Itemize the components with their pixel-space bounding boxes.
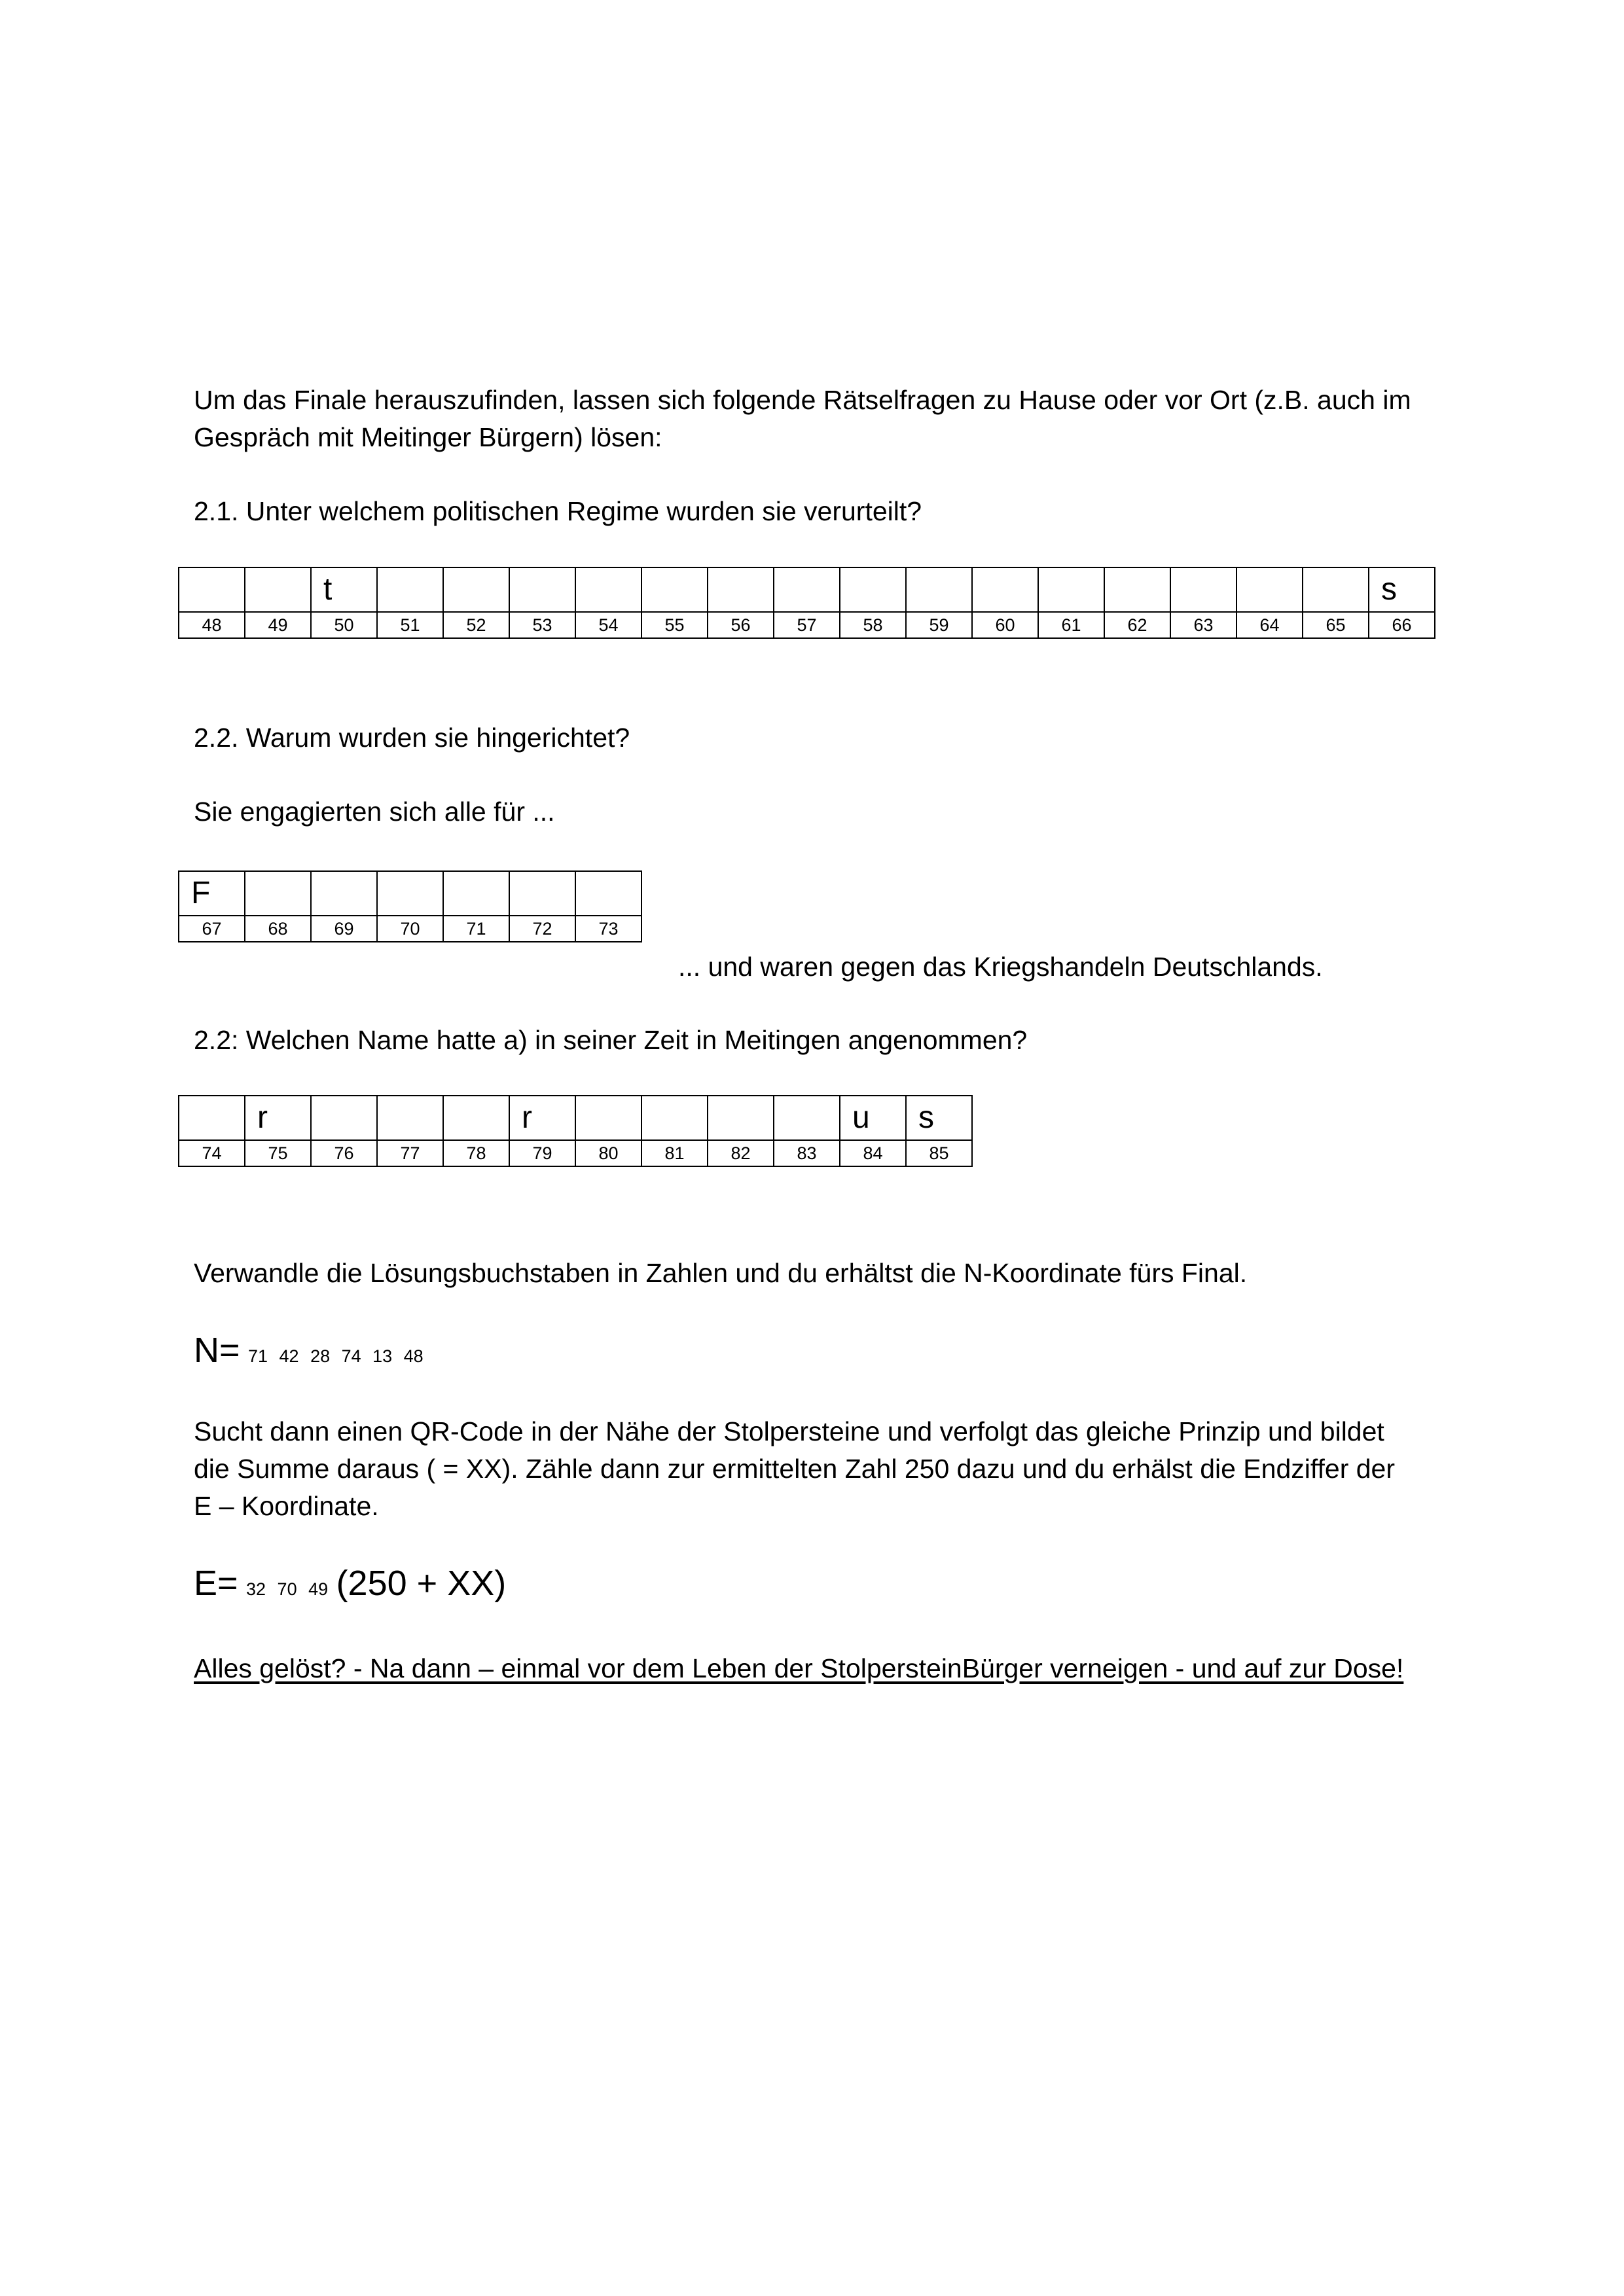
north-coordinate — [194, 1330, 429, 1371]
convert-instruction: Verwandle die Lösungsbuchstaben in Zahlen und du erhältst die N-Koordinate fürs Final. — [194, 1258, 1248, 1288]
letter-cell — [575, 871, 641, 916]
letter-row — [179, 871, 641, 916]
letter-cell — [1038, 567, 1104, 612]
question-2-2-followup: ... und waren gegen das Kriegshandeln Deutschlands. — [678, 952, 1323, 982]
letter-cell — [377, 567, 443, 612]
number-row — [179, 916, 641, 942]
letter-cell — [1236, 567, 1303, 612]
number-cell: 81 — [641, 1140, 708, 1166]
number-cell: 72 — [509, 916, 575, 942]
answer-grid-name — [178, 1095, 973, 1167]
number-cell: 57 — [774, 612, 840, 638]
number-row — [179, 612, 1435, 638]
number-cell: 48 — [179, 612, 245, 638]
number-cell: 52 — [443, 612, 509, 638]
number-cell: 75 — [245, 1140, 311, 1166]
letter-cell — [443, 1096, 509, 1140]
intro-line-1: Um das Finale herauszufinden, lassen sich folgende Rätselfragen zu Hause oder vor Ort (z.B. auch im — [194, 385, 1411, 415]
number-row — [179, 1140, 972, 1166]
number-cell: 49 — [245, 612, 311, 638]
letter-cell — [245, 871, 311, 916]
east-digits: 32 70 49 — [246, 1579, 329, 1599]
number-cell: 69 — [311, 916, 377, 942]
letter-cell — [774, 567, 840, 612]
number-cell: 63 — [1170, 612, 1236, 638]
letter-cell — [509, 567, 575, 612]
number-cell: 79 — [509, 1140, 575, 1166]
number-cell: 55 — [641, 612, 708, 638]
letter-cell — [641, 1096, 708, 1140]
letter-row — [179, 1096, 972, 1140]
question-2-1: 2.1. Unter welchem politischen Regime wurden sie verurteilt? — [194, 496, 922, 526]
letter-cell — [509, 871, 575, 916]
number-cell: 76 — [311, 1140, 377, 1166]
letter-cell — [179, 1096, 245, 1140]
question-2-2-lead: Sie engagierten sich alle für ... — [194, 797, 555, 827]
qr-instruction-line-1: Sucht dann einen QR-Code in der Nähe der Stolpersteine und verfolgt das gleiche Prinzip und bildet — [194, 1416, 1384, 1446]
letter-cell — [311, 1096, 377, 1140]
letter-cell — [708, 1096, 774, 1140]
east-formula: (250 + XX) — [336, 1564, 507, 1603]
letter-cell — [774, 1096, 840, 1140]
number-cell: 70 — [377, 916, 443, 942]
number-cell: 66 — [1369, 612, 1435, 638]
number-cell: 78 — [443, 1140, 509, 1166]
number-cell: 50 — [311, 612, 377, 638]
number-cell: 82 — [708, 1140, 774, 1166]
qr-instruction-line-2: die Summe daraus ( = XX). Zähle dann zur ermittelten Zahl 250 dazu und du erhälst die Endziffer der — [194, 1454, 1396, 1484]
letter-cell — [311, 871, 377, 916]
number-cell: 59 — [906, 612, 972, 638]
number-cell: 51 — [377, 612, 443, 638]
east-coordinate — [194, 1563, 506, 1604]
number-cell: 53 — [509, 612, 575, 638]
number-cell: 68 — [245, 916, 311, 942]
letter-cell — [377, 871, 443, 916]
number-cell: 67 — [179, 916, 245, 942]
number-cell: 54 — [575, 612, 641, 638]
letter-cell: s — [1369, 567, 1435, 612]
number-cell: 85 — [906, 1140, 972, 1166]
east-label: E= — [194, 1564, 238, 1603]
number-cell: 60 — [972, 612, 1038, 638]
number-cell: 77 — [377, 1140, 443, 1166]
letter-cell — [840, 567, 906, 612]
letter-cell — [179, 567, 245, 612]
letter-cell — [377, 1096, 443, 1140]
letter-row — [179, 567, 1435, 612]
letter-cell — [641, 567, 708, 612]
letter-cell — [1104, 567, 1170, 612]
north-digits: 71 42 28 74 13 48 — [248, 1346, 424, 1366]
letter-cell — [1170, 567, 1236, 612]
number-cell: 80 — [575, 1140, 641, 1166]
qr-instruction-line-3: E – Koordinate. — [194, 1491, 379, 1521]
letter-cell — [245, 567, 311, 612]
number-cell: 61 — [1038, 612, 1104, 638]
number-cell: 64 — [1236, 612, 1303, 638]
letter-cell: s — [906, 1096, 972, 1140]
number-cell: 65 — [1303, 612, 1369, 638]
letter-cell: F — [179, 871, 245, 916]
north-label: N= — [194, 1331, 240, 1370]
number-cell: 73 — [575, 916, 641, 942]
number-cell: 62 — [1104, 612, 1170, 638]
letter-cell — [1303, 567, 1369, 612]
letter-cell — [972, 567, 1038, 612]
letter-cell: r — [509, 1096, 575, 1140]
question-2-3: 2.2: Welchen Name hatte a) in seiner Zeit in Meitingen angenommen? — [194, 1025, 1028, 1055]
letter-cell — [443, 871, 509, 916]
letter-cell: t — [311, 567, 377, 612]
letter-cell — [575, 567, 641, 612]
number-cell: 74 — [179, 1140, 245, 1166]
answer-grid-reason — [178, 870, 642, 942]
number-cell: 71 — [443, 916, 509, 942]
letter-cell — [443, 567, 509, 612]
letter-cell — [575, 1096, 641, 1140]
letter-cell — [708, 567, 774, 612]
letter-cell — [906, 567, 972, 612]
number-cell: 84 — [840, 1140, 906, 1166]
answer-grid-regime — [178, 567, 1435, 639]
number-cell: 56 — [708, 612, 774, 638]
closing-line: Alles gelöst? - Na dann – einmal vor dem Leben der StolpersteinBürger verneigen - und auf zur Dose! — [194, 1653, 1404, 1683]
letter-cell: u — [840, 1096, 906, 1140]
number-cell: 83 — [774, 1140, 840, 1166]
number-cell: 58 — [840, 612, 906, 638]
letter-cell: r — [245, 1096, 311, 1140]
intro-line-2: Gespräch mit Meitinger Bürgern) lösen: — [194, 422, 662, 452]
question-2-2: 2.2. Warum wurden sie hingerichtet? — [194, 723, 630, 753]
